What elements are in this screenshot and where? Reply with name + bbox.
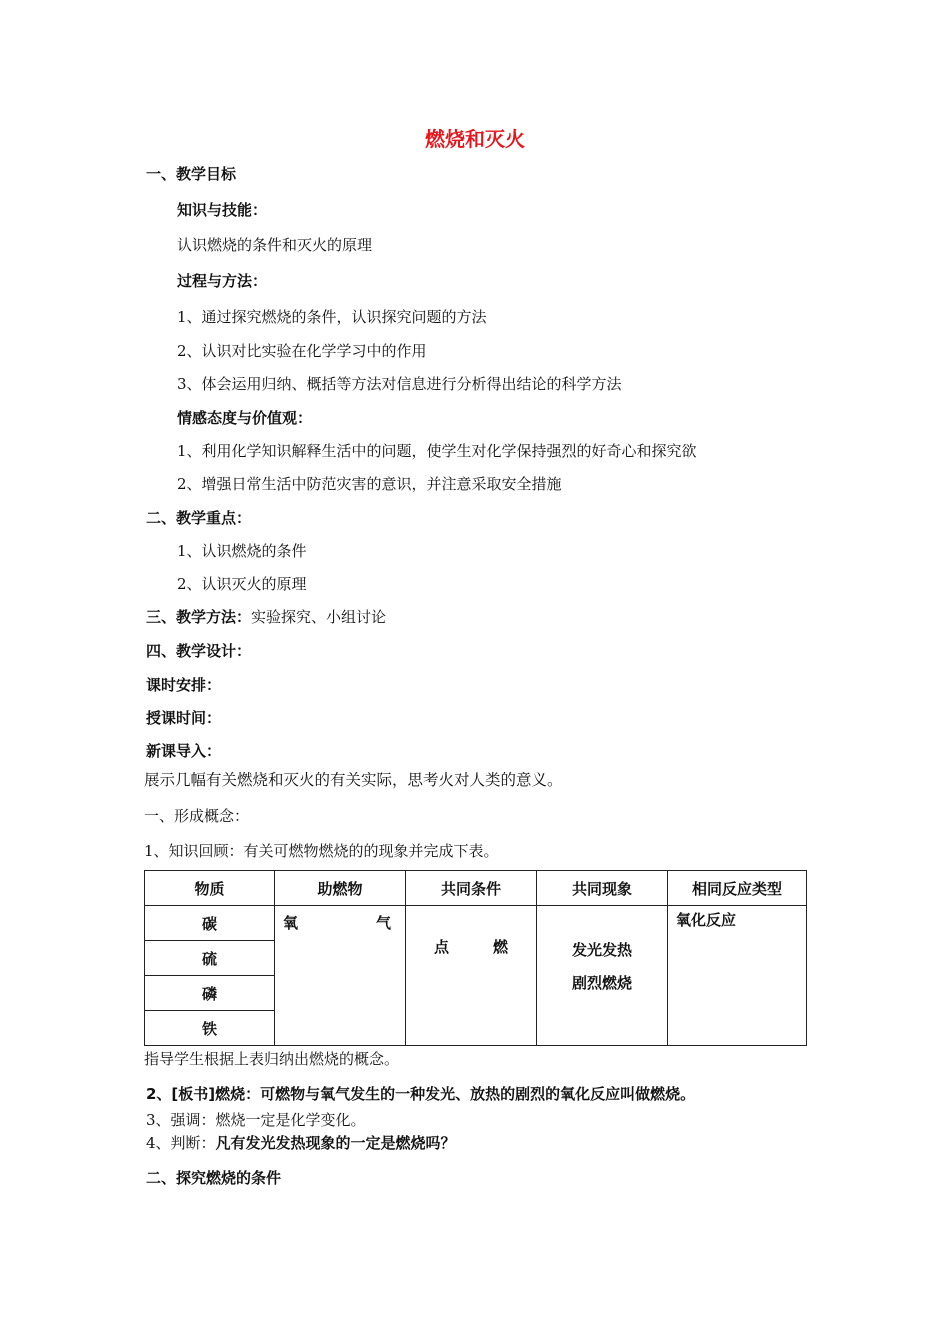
combustion-table [144,870,807,1046]
review-text: 1、知识回顾：有关可燃物燃烧的的现象并完成下表。 [144,842,499,860]
time-label: 授课时间： [146,709,222,727]
header-phenomenon: 共同现象 [537,871,668,906]
process-item-2: 2、认识对比实验在化学学习中的作用 [177,342,427,360]
header-substance: 物质 [145,871,275,906]
emphasis-text: 3、强调：燃烧一定是化学变化。 [146,1111,366,1129]
section-teaching-design: 四、教学设计： [146,642,252,660]
definition-line [146,1083,695,1104]
key-point-2: 2、认识灭火的原理 [177,575,307,593]
part1-heading: 一、形成概念： [144,807,250,825]
page-title: 燃烧和灭火 [425,127,525,151]
phenomenon-line-1: 发光发热 [571,941,632,959]
guide-text: 指导学生根据上表归纳出燃烧的概念。 [144,1050,400,1068]
knowledge-heading: 知识与技能： [177,201,268,219]
intro-text: 展示几幅有关燃烧和灭火的有关实际，思考火对人类的意义。 [144,771,563,789]
substance-cell: 碳 [145,906,275,941]
header-reaction-type: 相同反应类型 [668,871,807,906]
process-heading: 过程与方法： [177,272,268,290]
judge-prefix: 4、判断： [146,1134,216,1152]
intro-heading: 新课导入： [146,742,222,760]
knowledge-item: 认识燃烧的条件和灭火的原理 [177,236,373,254]
process-item-1: 1、通过探究燃烧的条件，认识探究问题的方法 [177,308,487,326]
substance-cell: 磷 [145,976,275,1011]
attitude-heading: 情感态度与价值观： [177,409,313,427]
schedule-label: 课时安排： [146,676,222,694]
table-header-row [145,871,807,906]
section-teaching-method [146,606,386,627]
attitude-item-2: 2、增强日常生活中防范灾害的意识，并注意采取安全措施 [177,475,562,493]
table-row [145,906,807,941]
condition-char-1: 点 [434,938,450,956]
header-condition: 共同条件 [406,871,537,906]
reaction-type-cell: 氧化反应 [668,906,807,1046]
definition-text: 燃烧：可燃物与氧气发生的一种发光、放热的剧烈的氧化反应叫做燃烧。 [215,1085,696,1103]
key-point-1: 1、认识燃烧的条件 [177,542,307,560]
substance-cell: 硫 [145,941,275,976]
phenomenon-cell [537,906,668,1046]
attitude-item-1: 1、利用化学知识解释生活中的问题，使学生对化学保持强烈的好奇心和探究欲 [177,442,697,460]
process-item-3: 3、体会运用归纳、概括等方法对信息进行分析得出结论的科学方法 [177,375,622,393]
supporter-char-1: 氧 [283,914,299,932]
substance-cell: 铁 [145,1011,275,1046]
header-supporter: 助燃物 [275,871,406,906]
condition-char-2: 燃 [492,938,508,956]
method-heading: 三、教学方法： [146,608,252,626]
supporter-cell [275,906,406,1046]
definition-prefix: 2、[板书] [146,1085,216,1103]
section-key-points: 二、教学重点： [146,509,252,527]
judge-line [146,1132,456,1153]
condition-cell [406,906,537,1046]
part2-heading: 二、探究燃烧的条件 [146,1169,282,1187]
phenomenon-line-2: 剧烈燃烧 [571,974,632,992]
section-teaching-goals: 一、教学目标 [146,165,237,183]
method-text: 实验探究、小组讨论 [251,608,387,626]
supporter-char-2: 气 [375,914,391,932]
judge-text: 凡有发光发热现象的一定是燃烧吗？ [215,1134,456,1152]
